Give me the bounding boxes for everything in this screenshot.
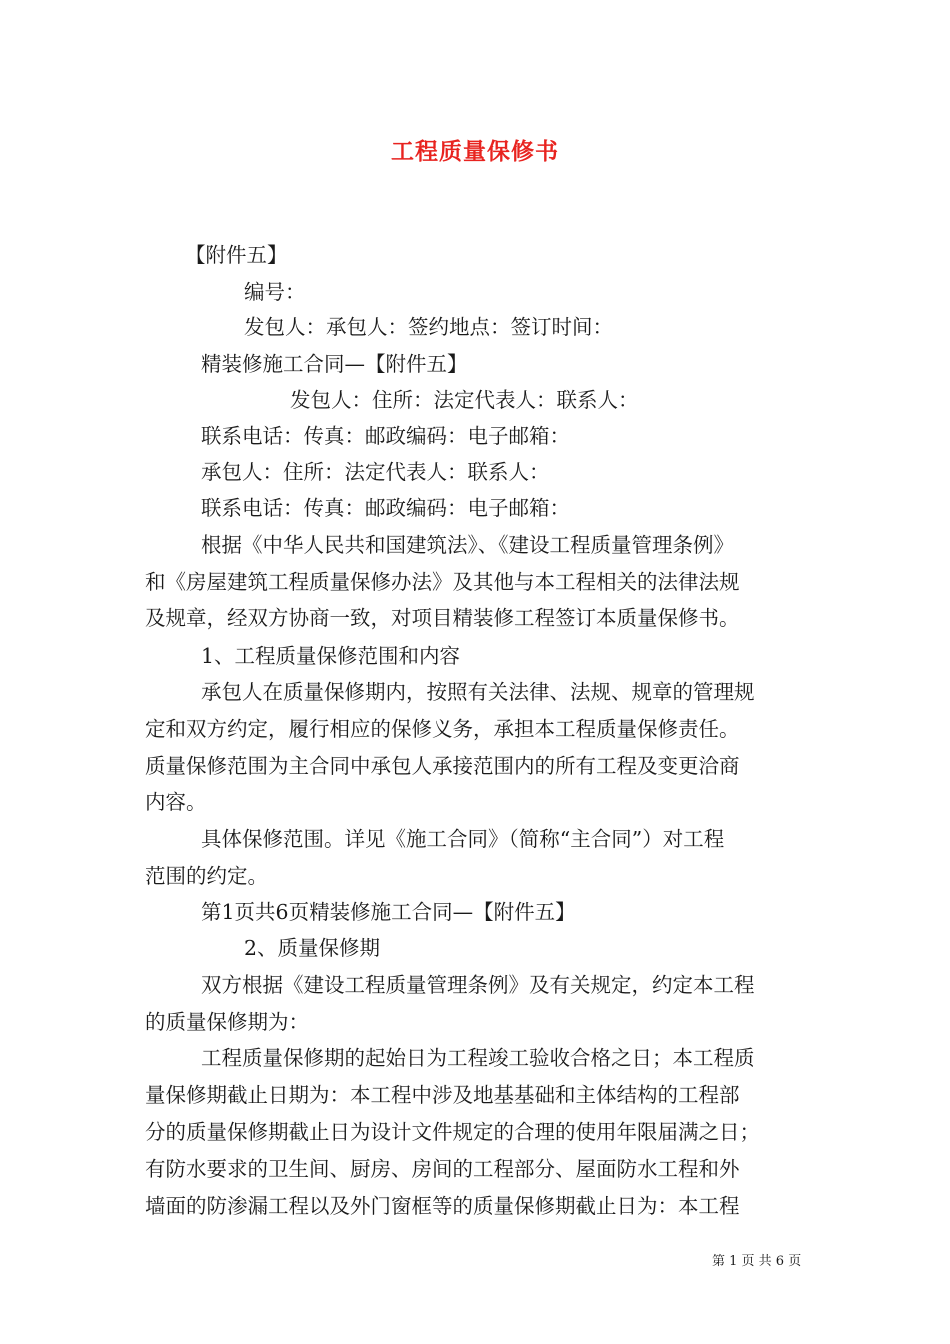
section-heading: 1、工程质量保修范围和内容 [201, 644, 461, 668]
text-line: 和《房屋建筑工程质量保修办法》及其他与本工程相关的法律法规 [145, 570, 740, 594]
text-line: 内容。 [145, 790, 207, 814]
text-line: 承包人在质量保修期内，按照有关法律、法规、规章的管理规 [201, 680, 755, 704]
text-line: 【附件五】 [185, 243, 288, 267]
text-line: 承包人：住所：法定代表人：联系人： [201, 460, 550, 484]
text-line: 联系电话：传真：邮政编码：电子邮箱： [201, 424, 570, 448]
section-heading: 2、质量保修期 [244, 936, 381, 960]
text-line: 及规章，经双方协商一致，对项目精装修工程签订本质量保修书。 [145, 606, 740, 630]
text-line: 具体保修范围。详见《施工合同》（简称“主合同”）对工程 [201, 827, 725, 851]
text-line: 联系电话：传真：邮政编码：电子邮箱： [201, 496, 570, 520]
text-line: 发包人：承包人：签约地点：签订时间： [244, 315, 613, 339]
text-line: 分的质量保修期截止日为设计文件规定的合理的使用年限届满之日； [145, 1120, 760, 1144]
text-line: 定和双方约定，履行相应的保修义务，承担本工程质量保修责任。 [145, 717, 740, 741]
text-line: 工程质量保修期的起始日为工程竣工验收合格之日；本工程质 [201, 1046, 755, 1070]
text-line: 量保修期截止日期为：本工程中涉及地基基础和主体结构的工程部 [145, 1083, 740, 1107]
text-line: 墙面的防渗漏工程以及外门窗框等的质量保修期截止日为：本工程 [145, 1194, 740, 1218]
text-line: 的质量保修期为： [145, 1010, 309, 1034]
text-line: 有防水要求的卫生间、厨房、房间的工程部分、屋面防水工程和外 [145, 1157, 740, 1181]
text-line: 发包人：住所：法定代表人：联系人： [290, 388, 639, 412]
text-line: 精装修施工合同—【附件五】 [201, 352, 468, 376]
text-line: 质量保修范围为主合同中承包人承接范围内的所有工程及变更洽商 [145, 754, 740, 778]
text-line: 范围的约定。 [145, 864, 268, 888]
text-line: 第1页共6页精装修施工合同—【附件五】 [201, 900, 576, 924]
document-title: 工程质量保修书 [391, 138, 559, 165]
text-line: 根据《中华人民共和国建筑法》、《建设工程质量管理条例》 [201, 533, 734, 557]
text-line: 双方根据《建设工程质量管理条例》及有关规定，约定本工程 [201, 973, 755, 997]
page-number-footer: 第 1 页 共 6 页 [712, 1254, 802, 1269]
text-line: 编号： [244, 280, 306, 304]
